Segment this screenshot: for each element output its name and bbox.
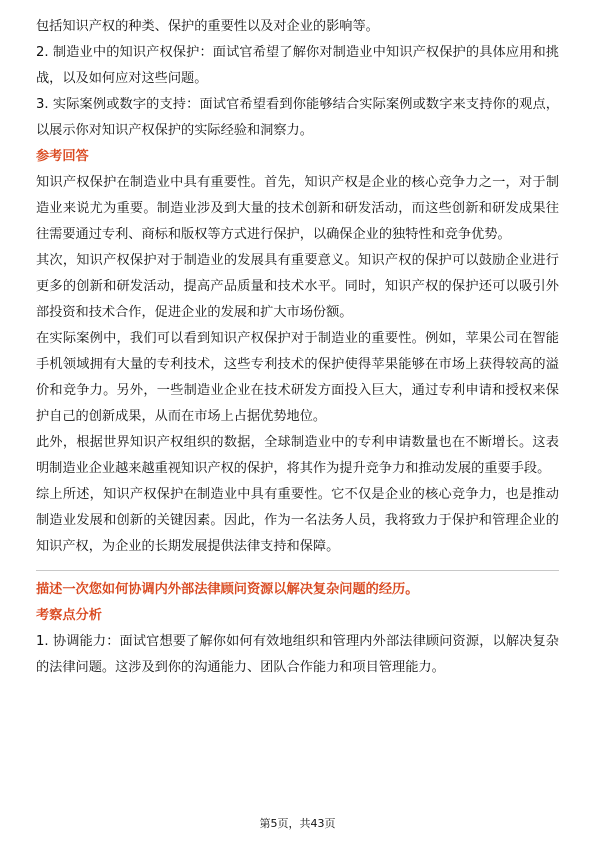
page-number: 第5页，共43页: [259, 817, 336, 830]
answer-paragraph: 知识产权保护在制造业中具有重要性。首先，知识产权是企业的核心竞争力之一，对于制造业来说尤为重要。制造业涉及到大量的技术创新和研发活动，而这些创新和研发成果往往需要通过专利、商标和版权等方式进行保护，以确保企业的独特性和竞争优势。: [36, 175, 559, 242]
answer-paragraph: 此外，根据世界知识产权组织的数据，全球制造业中的专利申请数量也在不断增长。这表明制造业企业越来越重视知识产权的保护，将其作为提升竞争力和推动发展的重要手段。: [36, 435, 559, 476]
intro-item: 3. 实际案例或数字的支持：面试官希望看到你能够结合实际案例或数字来支持你的观点，以展示你对知识产权保护的实际经验和洞察力。: [36, 97, 559, 138]
answer-paragraph: 在实际案例中，我们可以看到知识产权保护对于制造业的重要性。例如，苹果公司在智能手机领域拥有大量的专利技术，这些专利技术的保护使得苹果能够在市场上获得较高的溢价和竞争力。另外，一些制造业企业在技术研发方面投入巨大，通过专利申请和授权来保护自己的创新成果，从而在市场上占据优势地位。: [36, 331, 559, 424]
analysis-heading: 考察点分析: [36, 608, 102, 623]
answer-paragraph: 综上所述，知识产权保护在制造业中具有重要性。它不仅是企业的核心竞争力，也是推动制造业发展和创新的关键因素。因此，作为一名法务人员，我将致力于保护和管理企业的知识产权，为企业的长期发展提供法律支持和保障。: [36, 487, 559, 554]
page-content: [36, 14, 559, 681]
analysis-item: 1. 协调能力：面试官想要了解你如何有效地组织和管理内外部法律顾问资源，以解决复杂的法律问题。这涉及到你的沟通能力、团队合作能力和项目管理能力。: [36, 634, 559, 675]
section-divider: [36, 570, 559, 571]
intro-item: 2. 制造业中的知识产权保护：面试官希望了解你对制造业中知识产权保护的具体应用和挑战，以及如何应对这些问题。: [36, 45, 559, 86]
intro-item: 包括知识产权的种类、保护的重要性以及对企业的影响等。: [36, 19, 379, 34]
answer-paragraph: 其次，知识产权保护对于制造业的发展具有重要意义。知识产权的保护可以鼓励企业进行更多的创新和研发活动，提高产品质量和技术水平。同时，知识产权的保护还可以吸引外部投资和技术合作，促进企业的发展和扩大市场份额。: [36, 253, 559, 320]
answer-heading: 参考回答: [36, 149, 89, 164]
question-title: 描述一次您如何协调内外部法律顾问资源以解决复杂问题的经历。: [36, 582, 419, 597]
